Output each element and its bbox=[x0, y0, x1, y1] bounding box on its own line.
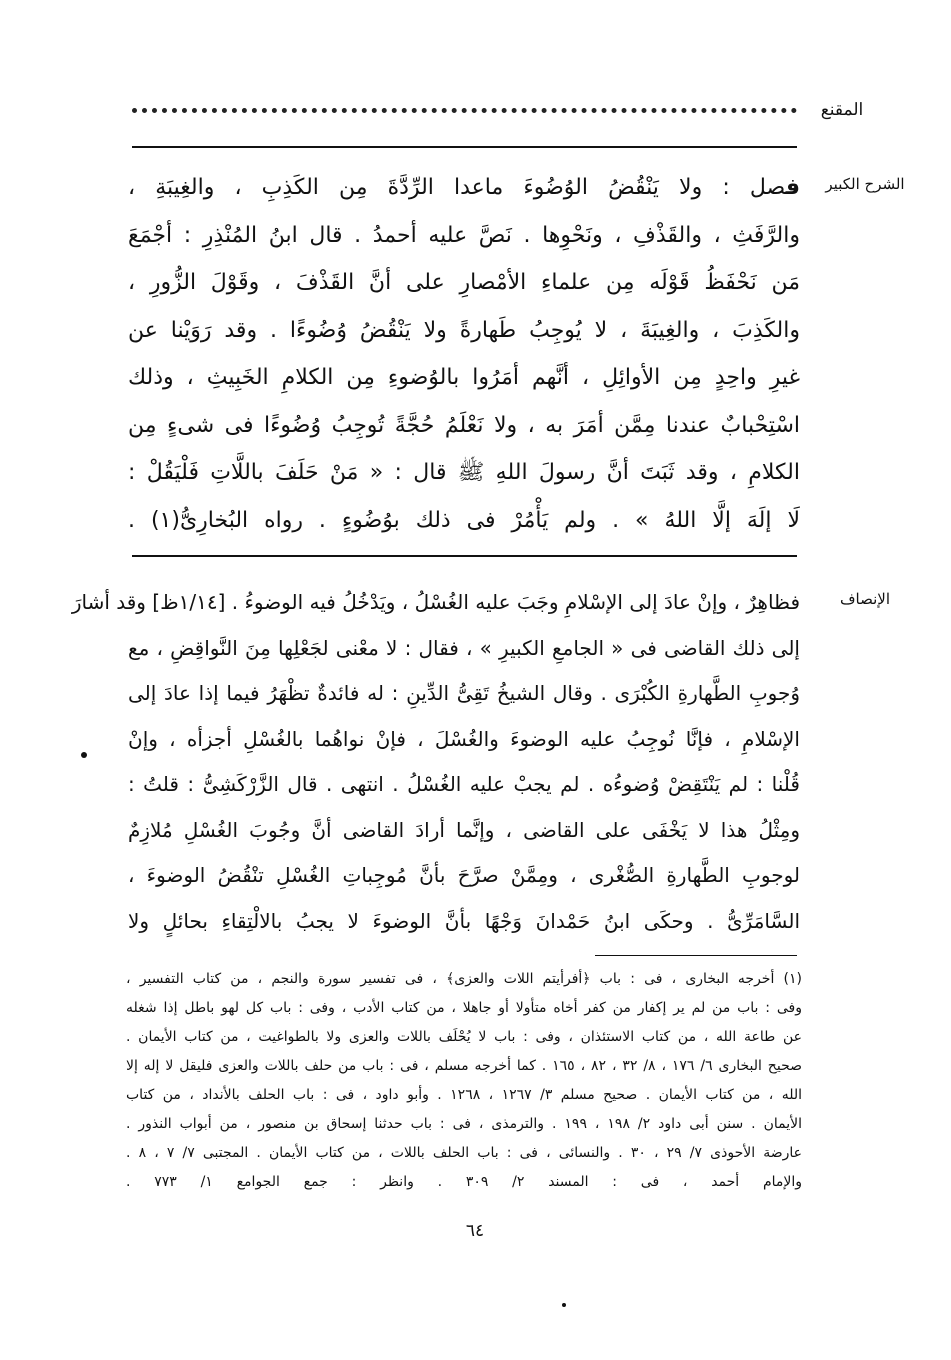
page-number: ٦٤ bbox=[465, 1221, 485, 1241]
text-line: قُلْنا : لم يَنْتَقِضْ وُضوءُه . لم يجبْ عليه الغُسْلُ . انتهى . قال الزَّرْكَشِىُّ : قلتُ : bbox=[128, 772, 800, 796]
text-line: والرَّفَثِ ، والقَذْفِ ، ونَحْوِها . نَصَّ عليه أحمدُ . قال ابنُ المُنْذِرِ : أجْمَعَ bbox=[128, 222, 800, 248]
text-line: وُجوبِ الطَّهارةِ الكُبْرَى . وقال الشيخُ تَقِىُّ الدِّينِ : له فائدةٌ تظْهَرُ فيما إذا عادَ إلى bbox=[128, 681, 800, 705]
text-line: والكَذِبَ ، والغِيبَةَ ، لا يُوجِبُ طَهارةً ولا يَنْقُضُ وُضُوءًا . وقد رَوَيْنا عن bbox=[128, 317, 800, 343]
text-line: لَا إلَهَ إلَّا اللهُ » . ولم يَأْمُرْ فى ذلك بوُضُوءٍ . رواه البُخارِىُّ(١) . bbox=[128, 507, 800, 533]
text-line: لوجوبِ الطَّهارةِ الصُّغْرى ، ومِمَّنْ صرَّحَ بأنَّ مُوجِباتِ الغُسْلِ تنْقُضُ الوضوءَ ، bbox=[128, 863, 800, 887]
ink-speck bbox=[81, 752, 87, 758]
section-divider-rule bbox=[132, 555, 797, 557]
footnote-line: (١) أخرجه البخارى ، فى : باب ﴿أفرأيتم اللات والعزى﴾ ، فى تفسير سورة والنجم ، من كتاب التفسير ، bbox=[126, 971, 802, 987]
footnote-separator bbox=[595, 955, 797, 956]
footnotes-block bbox=[126, 965, 802, 1197]
text-line: غيرِ واحِدٍ مِن الأوائِلِ ، أنَّهم أمَرُوا بالوُضوءِ مِن الكلامِ الخَبِيثِ ، وذلك bbox=[128, 365, 800, 390]
sharh-text-block bbox=[128, 164, 800, 544]
footnote-line: الأيمان . سنن أبى داود ٢/ ١٩٨ ، ١٩٩ . والترمذى ، فى : باب حدثنا إسحاق بن منصور ، من أبواب النذور . bbox=[126, 1116, 802, 1132]
footnote-line: والإمام أحمد ، فى : المسند ٢/ ٣٠٩ . وانظر : جمع الجوامع ١/ ٧٧٣ . bbox=[126, 1174, 803, 1190]
text-line: السَّامَرِّىُّ . وحكَى ابنُ حَمْدانَ وَجْهًا بأنَّ الوضوءَ لا يجبُ بالالْتِقاءِ بحائلٍ ولا bbox=[128, 908, 800, 933]
footnote-line: عن طاعة الله ، من كتاب الاستئذان ، وفى : باب لا يُحْلَف باللات والعزى ولا بالطواغيت ، من كتاب الأيمان . bbox=[126, 1029, 802, 1045]
footnote-line: وفى : باب من لم ير إكفار من كفر أخاه متأولا أو جاهلا ، من كتاب الأدب ، وفى : باب كل لهو باطل إذا شغله bbox=[126, 1000, 802, 1016]
header-rule bbox=[132, 146, 797, 148]
sharh-section-label: الشرح الكبير bbox=[825, 175, 905, 193]
running-header-title: المقنع bbox=[820, 100, 864, 120]
text-line: فظاهِرٌ ، وإنْ عادَ إلى الإسْلامِ وجَبَ عليه الغُسْلُ ، ويَدْخُلُ فيه الوضوءُ . [١/١٤ظ] وقد أشارَ bbox=[71, 590, 800, 614]
insaf-text-block bbox=[71, 580, 800, 944]
text-line: ومِثْلُ هذا لا يَخْفَى على القاضى ، وإنَّما أرادَ القاضى أنَّ وجُوبَ الغُسْلِ مُلازِمٌ bbox=[128, 817, 800, 842]
text-line: اسْتِحْبابٌ عندنا مِمَّن أمَرَ به ، ولا نَعْلَمُ حُجَّةً تُوجِبُ وُضُوءًا فى شىءٍ مِن bbox=[128, 412, 800, 438]
ink-speck bbox=[562, 1303, 566, 1307]
insaf-section-label: الإنصاف bbox=[839, 590, 891, 608]
header-dotted-rule bbox=[132, 108, 797, 113]
footnote-line: صحيح البخارى ٦/ ١٧٦ ، ٨/ ٣٢ ، ٨٢ ، ١٦٥ . كما أخرجه مسلم ، فى : باب من حلف باللات والعزى فليقل لا إله إلا bbox=[126, 1058, 802, 1074]
text-line: الإسْلامِ ، فإنَّا نُوجِبُ عليه الوضوءَ والغُسْلَ ، فإنْ نواهُما بالغُسْلِ أجزأه ، وإنْ bbox=[128, 726, 800, 751]
footnote-line: عارضة الأحوذى ٧/ ٢٩ ، ٣٠ . والنسائى ، فى : باب الحلف باللات ، من كتاب الأيمان . المجتبى ٧/ ٧ ، ٨ . bbox=[126, 1145, 803, 1161]
text-line: الكلامِ ، وقد ثَبَتَ أنَّ رسولَ اللهِ ﷺ قال : « مَنْ حَلَفَ باللَّاتِ فَلْيَقُلْ : bbox=[128, 460, 800, 485]
text-line: فصل : ولا يَنْقُضُ الوُضُوءَ ماعدا الرِّدَّةَ مِن الكَذِبِ ، والغِيبَةِ ، bbox=[128, 175, 800, 200]
text-line: إلى ذلك القاضى فى « الجامعِ الكبيرِ » ، فقال : لا معْنى لجَعْلِها مِنَ النَّواقِضِ ، مع bbox=[128, 635, 800, 660]
footnote-line: الله ، من كتاب الأيمان . صحيح مسلم ٣/ ١٢٦٧ ، ١٢٦٨ . وأبو داود ، فى : باب الحلف بالأنداد ، من كتاب bbox=[126, 1087, 802, 1103]
text-line: مَن نَحْفَظُ قَوْلَه مِن علماءِ الأمْصارِ على أنَّ القَذْفَ ، وقَوْلَ الزُّورِ ، bbox=[128, 270, 800, 295]
